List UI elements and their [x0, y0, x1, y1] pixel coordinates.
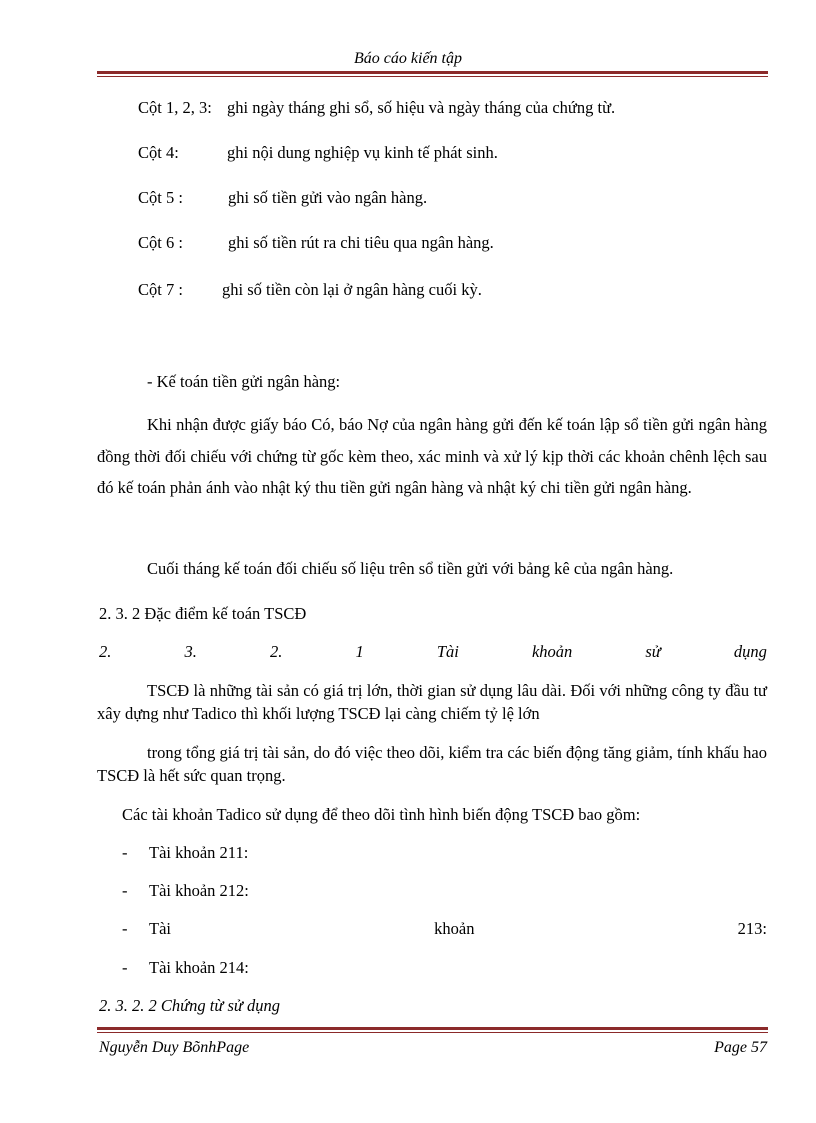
tscd-paragraph-2: trong tổng giá trị tài sản, do đó việc theo dõi, kiểm tra các biến động tăng giảm, tính khấu hao TSCĐ là hết sức quan trọng.: [97, 743, 767, 785]
column-label-4: Cột 4:: [138, 143, 179, 162]
subheading-part: 3.: [184, 642, 197, 661]
tscd-section-heading: 2. 3. 2 Đặc điểm kế toán TSCĐ: [99, 604, 307, 623]
subheading-part: Tài: [436, 642, 459, 661]
subheading-part: 1: [355, 642, 364, 661]
accounts-intro: Các tài khoản Tadico sử dụng để theo dõi tình hình biến động TSCĐ bao gồm:: [122, 805, 641, 824]
column-text-4: ghi nội dung nghiệp vụ kinh tế phát sinh.: [227, 143, 498, 162]
subheading-part: 2.: [269, 642, 283, 661]
footer-rule-thin: [97, 1032, 768, 1033]
column-text-7: ghi số tiền còn lại ở ngân hàng cuối kỳ.: [222, 280, 482, 299]
column-text-1: ghi ngày tháng ghi sổ, số hiệu và ngày tháng của chứng từ.: [227, 98, 616, 117]
column-label-6: Cột 6 :: [138, 233, 183, 252]
header-rule-thin: [97, 76, 768, 77]
tscd-paragraph-1: TSCĐ là những tài sản có giá trị lớn, thời gian sử dụng lâu dài. Đối với những công ty đầu tư xây dựng như Tadico thì khối lượng TSCĐ lại càng chiếm tỷ lệ lớn: [97, 681, 767, 723]
header-rule: [97, 71, 768, 74]
account-211: Tài khoản 211:: [149, 843, 249, 862]
account-213-part: 213:: [737, 919, 767, 938]
footer-author: Nguyễn Duy BõnhPage: [99, 1039, 250, 1056]
bullet-mark: -: [122, 843, 128, 862]
footer-page-number: Page 57: [714, 1039, 767, 1056]
tscd-subheading-documents: 2. 3. 2. 2 Chứng từ sử dụng: [99, 996, 281, 1015]
footer-rule: [97, 1027, 768, 1030]
column-text-6: ghi số tiền rút ra chi tiêu qua ngân hàng.: [228, 233, 494, 252]
account-213-part: khoản: [434, 919, 475, 938]
bank-paragraph-2: Cuối tháng kế toán đối chiếu số liệu trên sổ tiền gửi với bảng kê của ngân hàng.: [147, 559, 674, 578]
account-213-part: Tài: [149, 919, 171, 938]
bank-section-heading: - Kế toán tiền gửi ngân hàng:: [147, 372, 341, 391]
column-label-1: Cột 1, 2, 3:: [138, 98, 212, 117]
column-label-7: Cột 7 :: [138, 280, 183, 299]
header-title: Báo cáo kiến tập: [354, 50, 462, 67]
tscd-subheading-accounts: [99, 642, 767, 662]
bullet-mark: -: [122, 958, 128, 977]
subheading-part: 2.: [99, 642, 112, 661]
bullet-mark: -: [122, 881, 128, 900]
bullet-mark: -: [122, 919, 128, 938]
subheading-part: dụng: [733, 642, 767, 661]
account-213: [149, 919, 767, 939]
account-214: Tài khoản 214:: [149, 958, 249, 977]
account-212: Tài khoản 212:: [149, 881, 249, 900]
column-text-5: ghi số tiền gửi vào ngân hàng.: [228, 188, 428, 207]
column-label-5: Cột 5 :: [138, 188, 183, 207]
subheading-part: khoản: [531, 642, 573, 661]
bank-paragraph-1: Khi nhận được giấy báo Có, báo Nợ của ngân hàng gửi đến kế toán lập sổ tiền gửi ngân hàng đồng thời đối chiếu với chứng từ gốc kèm theo, xác minh và xử lý kịp thời các khoản chênh lệch sau đó kế toán phản ánh vào nhật ký thu tiền gửi ngân hàng và nhật ký chi tiền gửi ngân hàng.: [97, 415, 767, 497]
subheading-part: sử: [645, 642, 661, 661]
